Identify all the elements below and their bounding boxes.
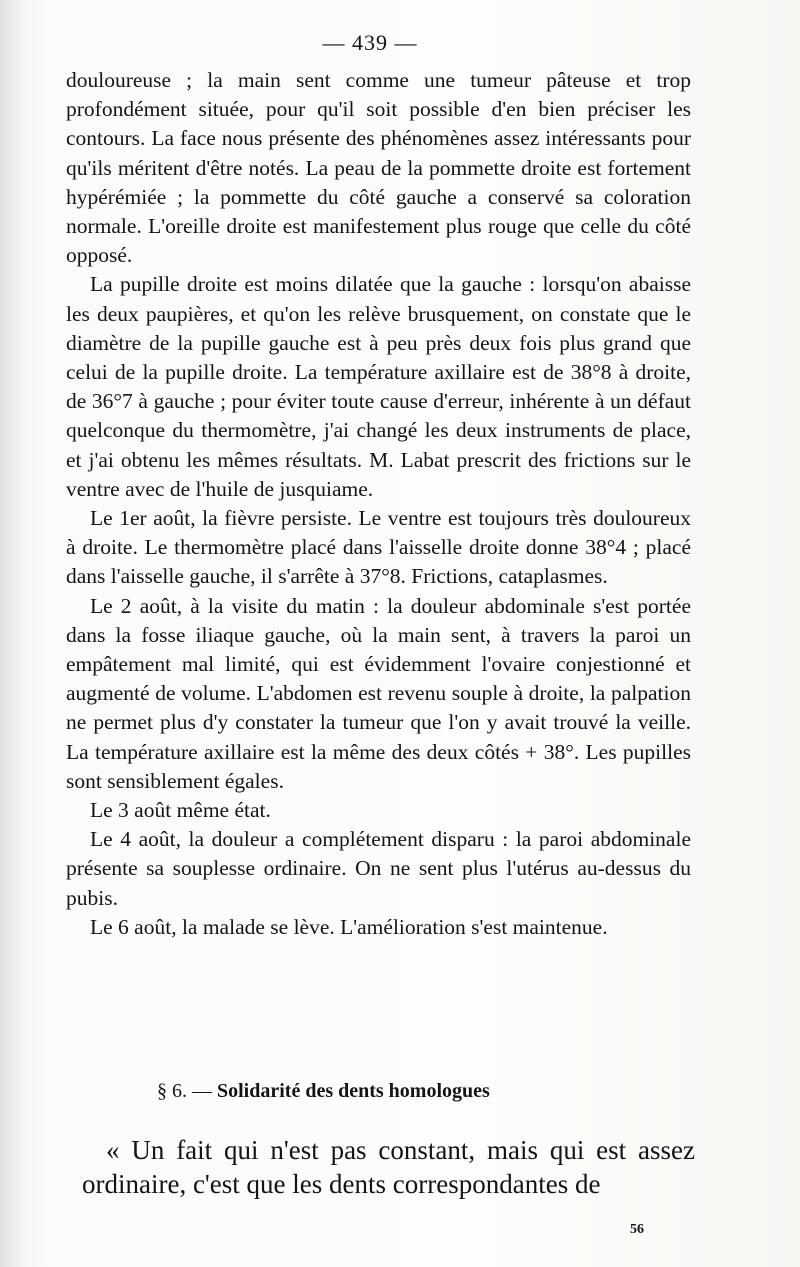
paragraph-pupils: La pupille droite est moins dilatée que la gauche : lorsqu'on abaisse les deux paupières, et qu'on les relève brusquement, on constate que le diamètre de la pupille gauche est à peu près deux fois plus grand que celui de la pupille droite. La température axillaire est de 38°8 à droite, de 36°7 à gauche ; pour éviter toute cause d'erreur, inhérente à un défaut quelconque du thermomètre, j'ai changé les deux instruments de place, et j'ai obtenu les mêmes résultats. M. Labat prescrit des frictions sur le ventre avec de l'huile de jusquiame.	[66, 272, 691, 501]
paragraph-aug-3: Le 3 août même état.	[90, 798, 271, 823]
section-number: § 6. —	[157, 1080, 212, 1102]
paragraph-aug-2: Le 2 août, à la visite du matin : la douleur abdominale s'est portée dans la fosse iliaque gauche, où la main sent, à travers la paroi un empâtement mal limité, qui est évidemment l'ovaire conjestionné et augmenté de volume. L'abdomen est revenu souple à droite, la palpation ne permet plus d'y constater la tumeur que l'on y avait trouvé la veille. La température axillaire est la même des deux côtés + 38°. Les pupilles sont sensiblement égales.	[66, 593, 691, 793]
section-body	[82, 1133, 695, 1201]
paragraph-aug-1: Le 1er août, la fièvre persiste. Le ventre est toujours très douloureux à droite. Le thermomètre placé dans l'aisselle droite donne 38°4 ; placé dans l'aisselle gauche, il s'arrête à 37°8. Frictions, cataplasmes.	[66, 506, 691, 589]
signature-mark: 56	[630, 1222, 644, 1237]
section-title: Solidarité des dents homologues	[217, 1080, 490, 1102]
section-heading	[157, 1080, 490, 1103]
body-text	[66, 66, 691, 942]
section-paragraph: « Un fait qui n'est pas constant, mais qui est assez ordinaire, c'est que les dents correspondantes de	[82, 1135, 695, 1199]
paragraph-continuation: douloureuse ; la main sent comme une tumeur pâteuse et trop profondément située, pour qu'il soit possible d'en bien préciser les contours. La face nous présente des phénomènes assez intéressants pour qu'ils méritent d'être notés. La peau de la pommette droite est fortement hypérémiée ; la pommette du côté gauche a conservé sa coloration normale. L'oreille droite est manifestement plus rouge que celle du côté opposé.	[66, 68, 691, 268]
page-number: — 439 —	[322, 30, 418, 55]
paragraph-aug-6: Le 6 août, la malade se lève. L'amélioration s'est maintenue.	[90, 914, 608, 939]
paragraph-aug-4: Le 4 août, la douleur a complétement disparu : la paroi abdominale présente sa souplesse ordinaire. On ne sent plus l'utérus au-dessus du pubis.	[66, 827, 691, 910]
page-gutter-shadow	[0, 0, 22, 1267]
